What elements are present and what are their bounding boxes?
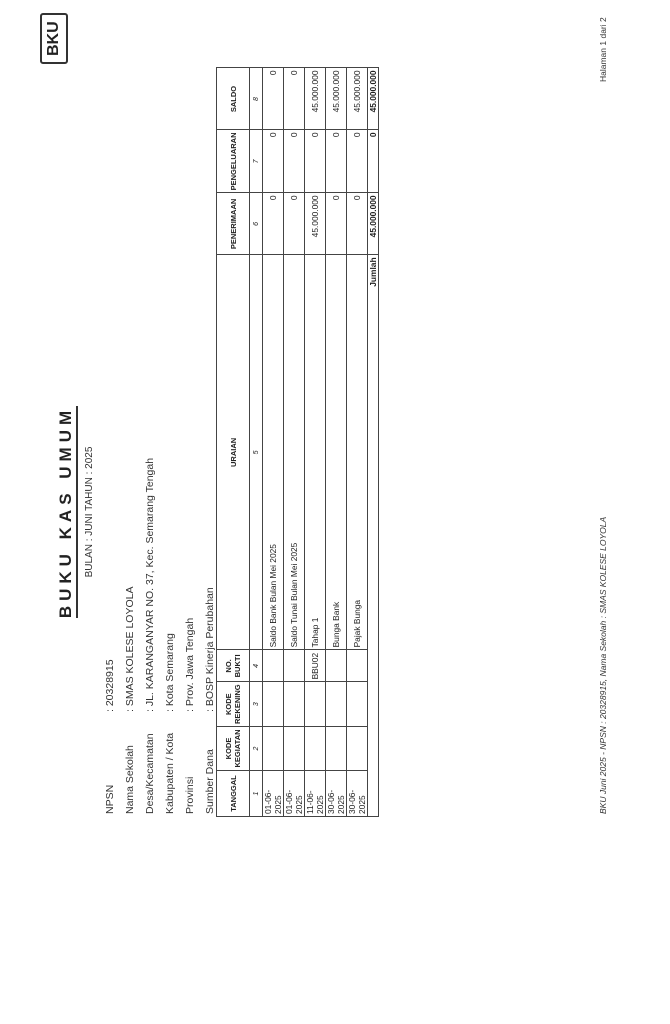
table-row [305,68,326,817]
cell-saldo: 0 [284,68,305,130]
column-number: 5 [250,255,263,650]
cell-penerimaan: 45.000.000 [305,193,326,255]
cell-kode-kegiatan [284,727,305,771]
info-value: : SMAS KOLESE LOYOLA [124,586,136,712]
info-row [100,458,120,814]
column-number-row [250,68,263,817]
cell-tanggal: 30-06-2025 [326,771,347,817]
school-info [100,458,220,814]
cell-penerimaan: 0 [347,193,368,255]
cell-tanggal: 01-06-2025 [284,771,305,817]
cell-pengeluaran: 0 [263,130,284,193]
info-value: : Kota Semarang [164,633,176,712]
footer-note: BKU Juni 2025 - NPSN : 20328915, Nama Sekolah : SMAS KOLESE LOYOLA [598,516,608,814]
info-key: Provinsi [184,776,196,814]
cell-kode-rekening [326,682,347,727]
info-row [160,458,180,814]
header-pengeluaran: PENGELUARAN [217,130,250,193]
cell-tanggal: 30-06-2025 [347,771,368,817]
page-number: Halaman 1 dari 2 [598,17,608,82]
column-number: 8 [250,68,263,130]
table-row [284,68,305,817]
cell-uraian: Saldo Bank Bulan Mei 2025 [263,255,284,650]
cell-kode-rekening [305,682,326,727]
cell-no-bukti: BBU02 [305,650,326,682]
cell-no-bukti [326,650,347,682]
table-total-row [368,68,379,817]
column-number: 3 [250,682,263,727]
cell-tanggal: 01-06-2025 [263,771,284,817]
cell-kode-kegiatan [263,727,284,771]
header-saldo: SALDO [217,68,250,130]
cell-saldo: 45.000.000 [326,68,347,130]
cell-no-bukti [263,650,284,682]
info-key: NPSN [104,784,116,814]
header-penerimaan: PENERIMAAN [217,193,250,255]
cell-kode-rekening [347,682,368,727]
cell-pengeluaran: 0 [347,130,368,193]
cell-uraian: Bunga Bank [326,255,347,650]
total-penerimaan: 45.000.000 [368,193,379,255]
column-number: 6 [250,193,263,255]
document-title: BUKU KAS UMUM [56,0,76,1024]
header-uraian: URAIAN [217,255,250,650]
info-key: Sumber Dana [204,749,216,814]
bku-table [216,68,379,818]
cell-penerimaan: 0 [326,193,347,255]
cell-kode-kegiatan [347,727,368,771]
cell-penerimaan: 0 [263,193,284,255]
cell-uraian: Saldo Tunai Bulan Mei 2025 [284,255,305,650]
cell-saldo: 45.000.000 [305,68,326,130]
cell-penerimaan: 0 [284,193,305,255]
bku-badge: BKU [40,13,68,64]
cell-kode-rekening [263,682,284,727]
document-subtitle: BULAN : JUNI TAHUN : 2025 [84,446,95,578]
header-no-bukti: NO. BUKTI [217,650,250,682]
column-number: 2 [250,727,263,771]
total-label: Jumlah [368,255,379,817]
cell-pengeluaran: 0 [305,130,326,193]
cell-uraian: Tahap 1 [305,255,326,650]
cell-kode-kegiatan [305,727,326,771]
total-pengeluaran: 0 [368,130,379,193]
total-saldo: 45.000.000 [368,68,379,130]
cell-uraian: Pajak Bunga [347,255,368,650]
cell-saldo: 0 [263,68,284,130]
column-number: 1 [250,771,263,817]
cell-no-bukti [284,650,305,682]
info-value: : BOSP Kinerja Perubahan [204,587,216,712]
info-value: : Prov. Jawa Tengah [184,617,196,712]
info-value: : JL. KARANGANYAR NO. 37, Kec. Semarang Tengah [144,457,156,712]
cell-kode-kegiatan [326,727,347,771]
info-key: Nama Sekolah [124,745,136,814]
header-kode-kegiatan: KODE KEGIATAN [217,727,250,771]
info-row [180,458,200,814]
info-value: : 20328915 [104,659,116,712]
table-header-row [217,68,250,817]
info-row [140,458,160,814]
cell-tanggal: 11-06-2025 [305,771,326,817]
header-kode-rekening: KODE REKENING [217,682,250,727]
cell-pengeluaran: 0 [326,130,347,193]
table-row [326,68,347,817]
cell-pengeluaran: 0 [284,130,305,193]
info-key: Kabupaten / Kota [164,732,176,814]
cell-saldo: 45.000.000 [347,68,368,130]
column-number: 4 [250,650,263,682]
header-tanggal: TANGGAL [217,771,250,817]
cell-kode-rekening [284,682,305,727]
info-key: Desa/Kecamatan [144,733,156,814]
info-row [120,458,140,814]
table-row [263,68,284,817]
column-number: 7 [250,130,263,193]
table-row [347,68,368,817]
cell-no-bukti [347,650,368,682]
